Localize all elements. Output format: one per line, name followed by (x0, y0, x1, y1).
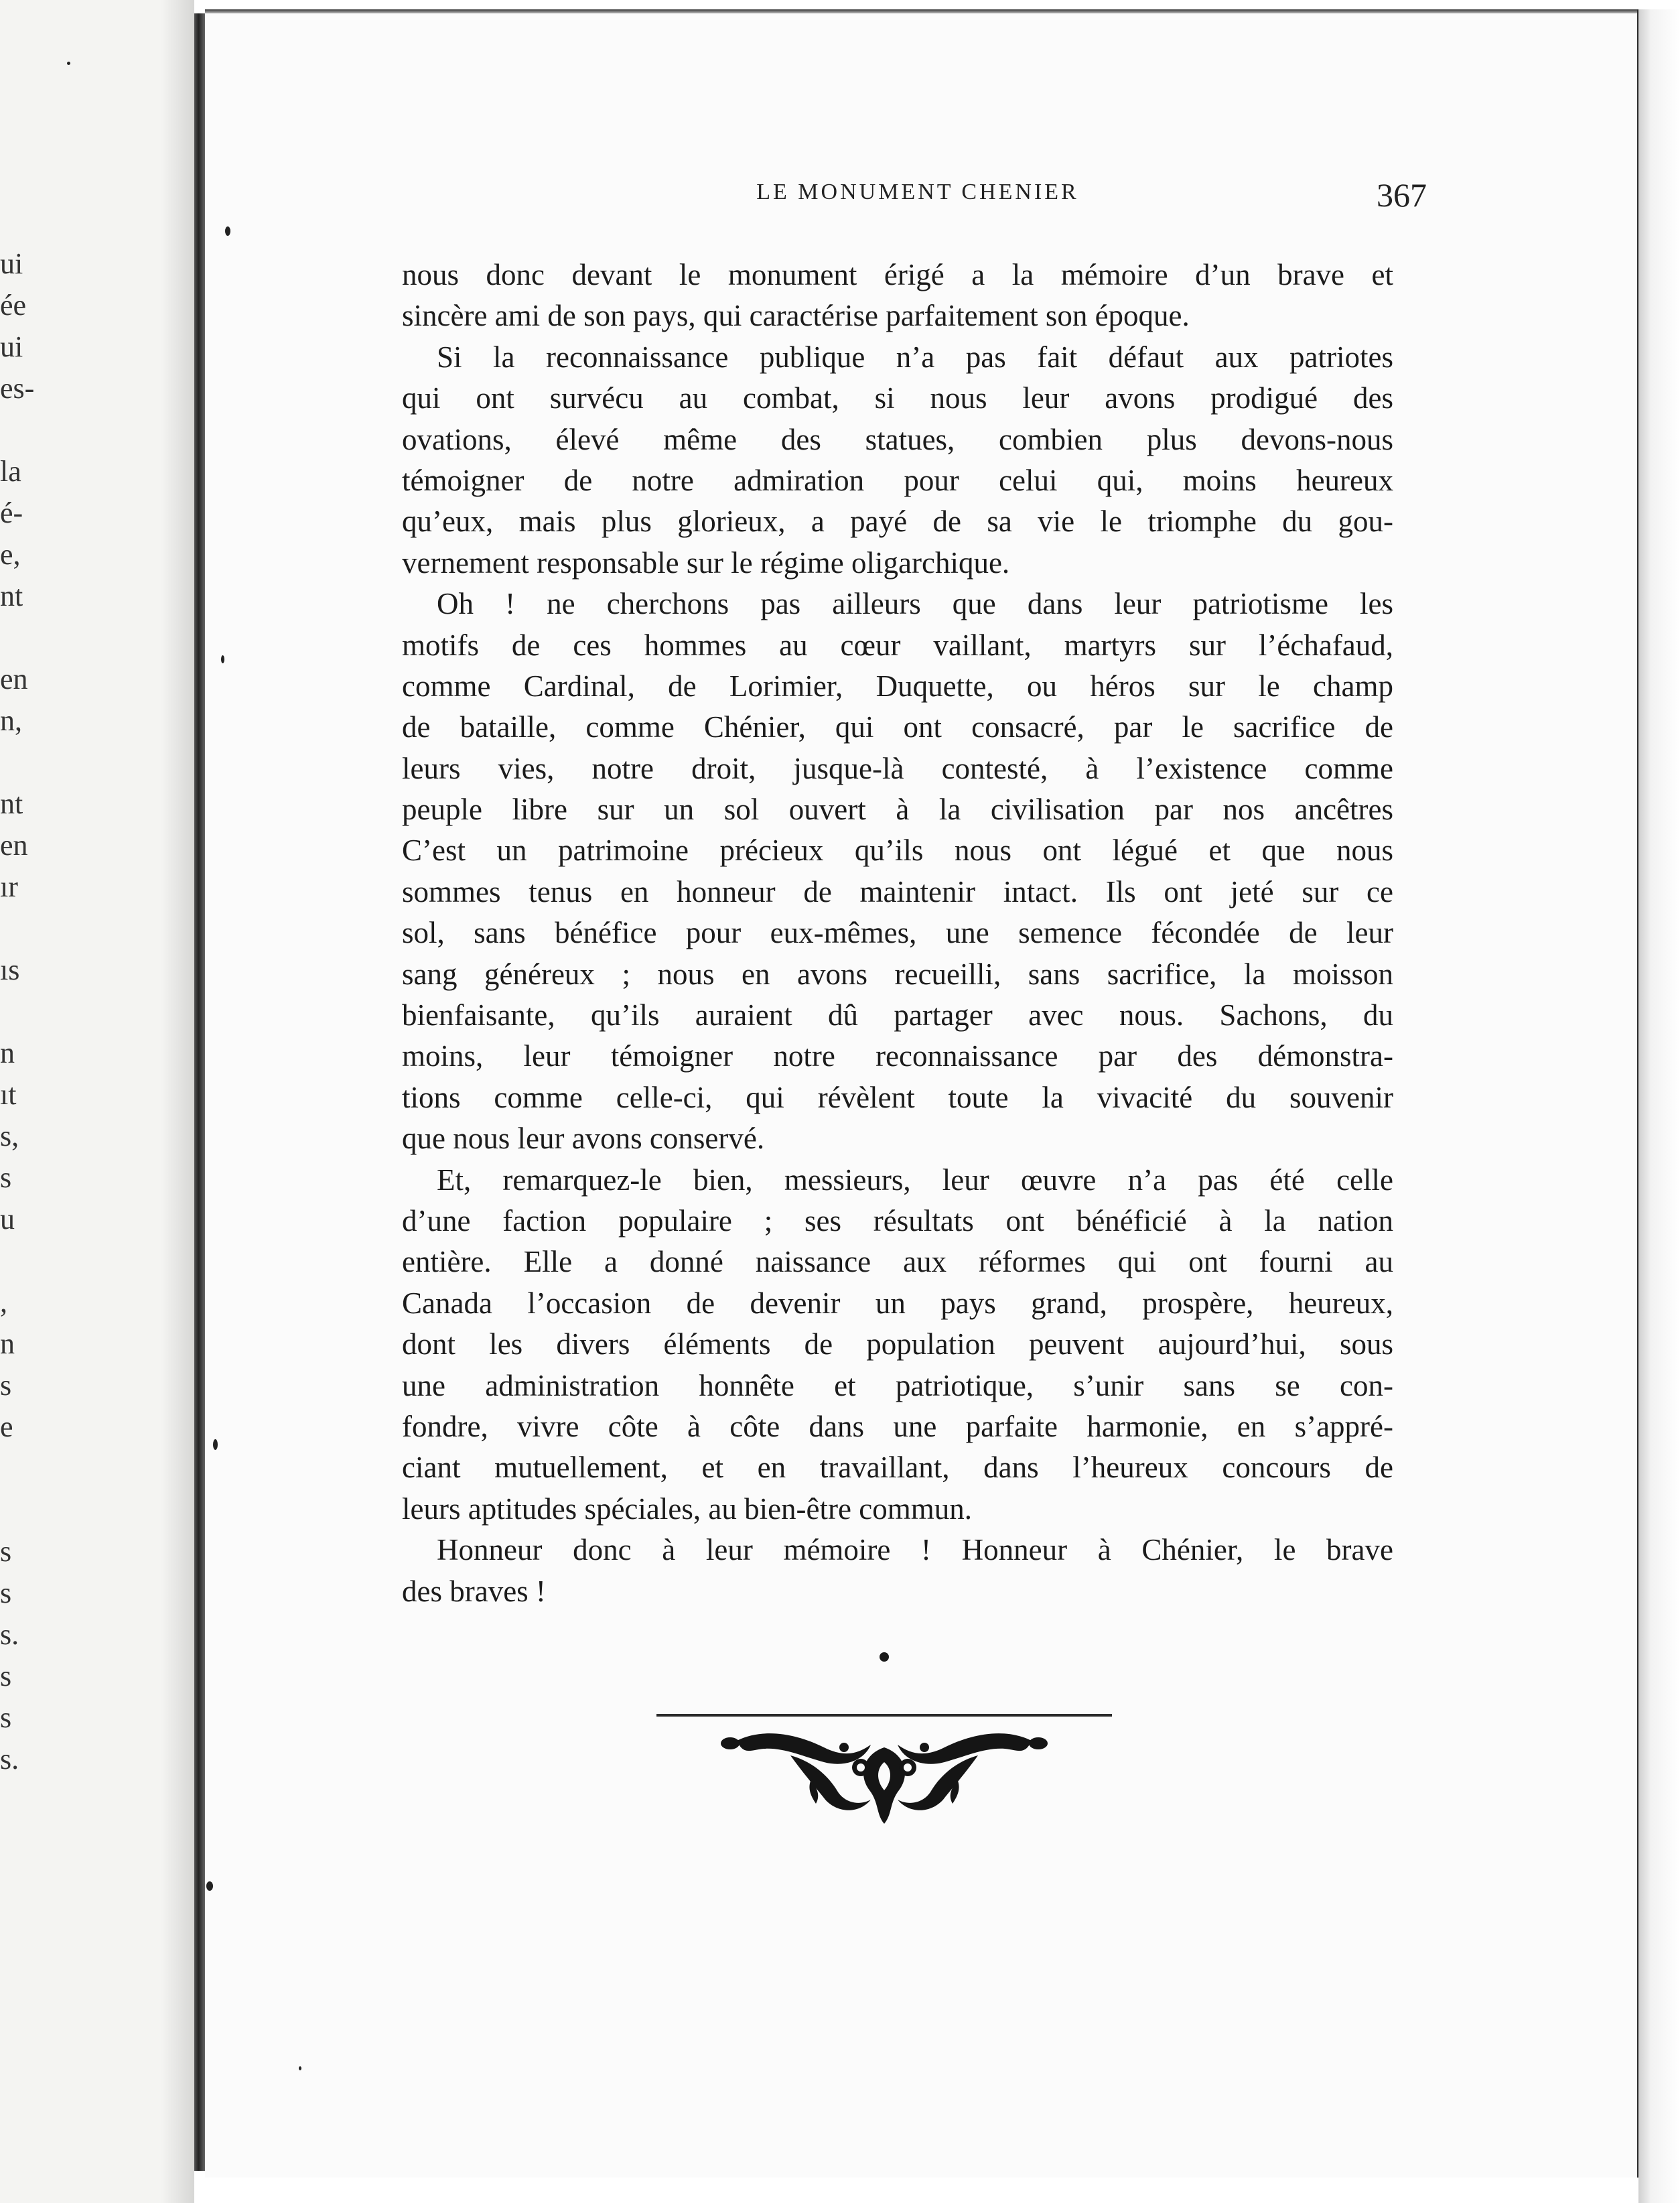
previous-page-fragment: ui (0, 330, 23, 363)
text-line: Canada l’occasion de devenir un pays grand, prospère, heureux, (402, 1286, 1393, 1320)
text-line: témoigner de notre admiration pour celui qui, moins heureux (402, 463, 1393, 497)
previous-page-fragment: ıt (0, 1078, 17, 1111)
previous-page-fragment: ır (0, 870, 18, 903)
previous-page-fragment: s (0, 1161, 12, 1194)
previous-page-fragment: en (0, 663, 28, 695)
body-text (402, 255, 1393, 1612)
binding-shadow (161, 0, 194, 2203)
text-line: Honneur donc à leur mémoire ! Honneur à Chénier, le brave (437, 1533, 1393, 1567)
text-line: des braves ! (402, 1574, 546, 1608)
text-line: C’est un patrimoine précieux qu’ils nous ont légué et que nous (402, 833, 1393, 868)
previous-page-fragment: ıs (0, 953, 20, 986)
text-line: Et, remarquez-le bien, messieurs, leur œuvre n’a pas été celle (437, 1162, 1393, 1197)
previous-page-fragment: n (0, 1327, 15, 1360)
text-line: qu’eux, mais plus glorieux, a payé de sa vie le triomphe du gou- (402, 505, 1393, 539)
previous-page-fragment: e, (0, 538, 21, 571)
previous-page-fragment: s. (0, 1618, 19, 1651)
previous-page-fragment: s (0, 1701, 12, 1734)
page-number: 367 (1377, 176, 1427, 214)
text-line: nous donc devant le monument érigé a la mémoire d’un brave et (402, 258, 1393, 291)
end-rule (656, 1714, 1112, 1717)
previous-page-fragment: s. (0, 1743, 19, 1776)
text-line: comme Cardinal, de Lorimier, Duquette, ou héros sur le champ (402, 669, 1393, 703)
previous-page-fragment: ui (0, 247, 23, 280)
previous-page-fragment: s (0, 1660, 12, 1692)
previous-page-fragment: ée (0, 289, 27, 322)
binding-gutter (194, 13, 205, 2171)
previous-page-fragment: e (0, 1410, 13, 1443)
previous-page-fragment: u (0, 1203, 15, 1236)
text-line: vernement responsable sur le régime oligarchique. (402, 545, 1010, 580)
end-mark-dot (880, 1652, 889, 1662)
text-line: motifs de ces hommes au cœur vaillant, martyrs sur l’échafaud, (402, 628, 1393, 662)
text-line: Oh ! ne cherchons pas ailleurs que dans leur patriotisme les (437, 587, 1393, 621)
previous-page-fragment: s (0, 1369, 12, 1402)
running-head: LE MONUMENT CHENIER (756, 180, 1079, 204)
text-line: tions comme celle-ci, qui révèlent toute la vivacité du souvenir (402, 1080, 1393, 1114)
text-line: Si la reconnaissance publique n’a pas fait défaut aux patriotes (437, 340, 1393, 374)
previous-page-fragment: , (0, 1286, 7, 1319)
text-line: sincère ami de son pays, qui caractérise parfaitement son époque. (402, 299, 1190, 333)
previous-page-fragment: s (0, 1535, 12, 1568)
text-line: de bataille, comme Chénier, qui ont consacré, par le sacrifice de (402, 710, 1393, 744)
previous-page-fragment: es- (0, 372, 35, 405)
text-line: que nous leur avons conservé. (402, 1122, 765, 1156)
previous-page-fragment: s (0, 1577, 12, 1609)
previous-page-fragment: n (0, 1037, 15, 1069)
previous-page-fragment: en (0, 829, 28, 862)
text-line: sol, sans bénéfice pour eux-mêmes, une semence fécondée de leur (402, 916, 1393, 950)
text-line: leurs aptitudes spéciales, au bien-être commun. (402, 1491, 972, 1526)
previous-page-fragment: s, (0, 1120, 19, 1152)
text-line: moins, leur témoigner notre reconnaissance par des démonstra- (402, 1039, 1393, 1073)
text-line: d’une faction populaire ; ses résultats ont bénéficié à la nation (402, 1203, 1393, 1238)
text-line: bienfaisante, qu’ils auraient dû partager avec nous. Sachons, du (402, 998, 1393, 1032)
text-line: sommes tenus en honneur de maintenir intact. Ils ont jeté sur ce (402, 874, 1393, 909)
text-line: dont les divers éléments de population peuvent aujourd’hui, sous (402, 1327, 1393, 1361)
previous-page-fragment: n, (0, 704, 22, 737)
text-line: ciant mutuellement, et en travaillant, dans l’heureux concours de (402, 1451, 1393, 1485)
text-line: ovations, élevé même des statues, combien plus devons-nous (402, 422, 1393, 456)
previous-page-fragment: la (0, 455, 21, 488)
previous-page-fragment: nt (0, 787, 23, 820)
text-line: peuple libre sur un sol ouvert à la civilisation par nos ancêtres (402, 793, 1393, 827)
page-top-edge (205, 9, 1638, 13)
text-line: leurs vies, notre droit, jusque-là contesté, à l’existence comme (402, 751, 1393, 785)
text-line: fondre, vivre côte à côte dans une parfaite harmonie, en s’appré- (402, 1409, 1393, 1443)
text-line: qui ont survécu au combat, si nous leur avons prodigué des (402, 381, 1393, 415)
page-right-margin-shadow (1638, 9, 1680, 2203)
text-line: une administration honnête et patriotique, s’unir sans se con- (402, 1368, 1393, 1402)
previous-page-fragment: nt (0, 580, 23, 612)
fleuron-ornament (710, 1721, 1058, 1828)
text-line: entière. Elle a donné naissance aux réformes qui ont fourni au (402, 1245, 1393, 1279)
previous-page-fragment: é- (0, 496, 23, 529)
text-line: sang généreux ; nous en avons recueilli, sans sacrifice, la moisson (402, 957, 1393, 991)
